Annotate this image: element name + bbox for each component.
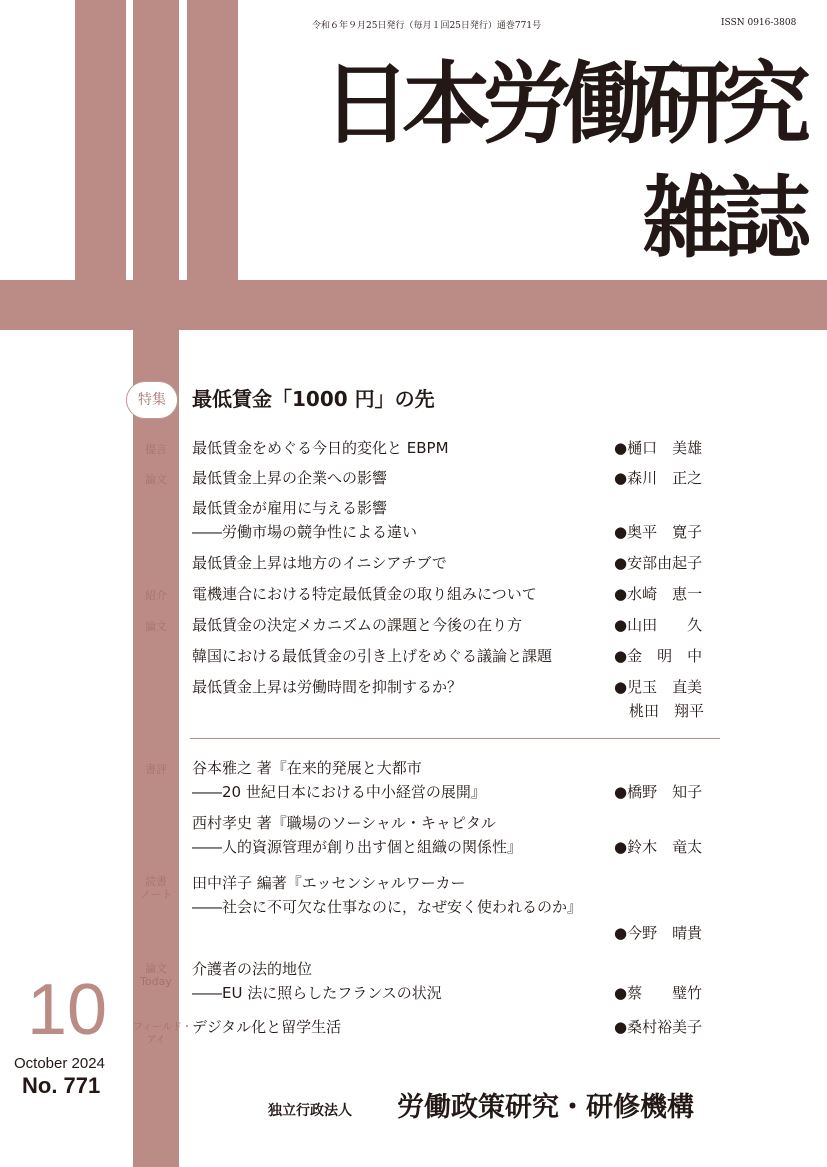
article-author: ●樋口 美雄 [614, 439, 703, 457]
feature-badge: 特集 [126, 381, 178, 419]
article-author: 桃田 翔平 [614, 702, 705, 720]
issue-month: October 2024 [14, 1055, 105, 1072]
article-author: ●鈴木 竜太 [614, 838, 703, 856]
article-author: ●水崎 恵一 [614, 585, 703, 603]
category-label: 論文 [145, 620, 167, 633]
article-author: ●山田 久 [614, 616, 703, 634]
article-title: 最低賃金上昇は労働時間を抑制するか？ [192, 678, 463, 696]
category-label: 紹介 [145, 589, 167, 602]
article-title: 最低賃金上昇の企業への影響 [192, 469, 388, 487]
journal-title-line-1: 日本労働研究 [322, 52, 802, 156]
category-label: 論文 Today [140, 962, 172, 988]
article-author: ●橋野 知子 [614, 783, 703, 801]
article-title: 谷本雅之 著『在来的発展と大都市 [192, 759, 422, 777]
category-label: 書評 [145, 763, 167, 776]
article-author: ●金 明 中 [614, 647, 703, 665]
issue-number: 10 [26, 970, 108, 1050]
journal-title-line-2: 雑誌 [642, 166, 802, 270]
article-title: 最低賃金が雇用に与える影響 [192, 499, 388, 517]
category-label: 論文 [145, 473, 167, 486]
article-title: 西村孝史 著『職場のソーシャル・キャピタル [192, 814, 496, 832]
article-title: 介護者の法的地位 [192, 960, 313, 978]
article-subtitle: ――労働市場の競争性による違い [192, 523, 418, 541]
article-title: デジタル化と留学生活 [192, 1018, 342, 1036]
category-label: 読書 ノート [139, 875, 173, 901]
feature-title: 最低賃金「1000 円」の先 [192, 387, 435, 411]
publication-info: 令和６年９月25日発行（毎月１回25日発行）通巻771号 [312, 21, 542, 31]
center-vertical-bar [133, 0, 192, 1167]
article-author: ●奥平 寛子 [614, 523, 703, 541]
article-subtitle: ――20 世紀日本における中小経営の展開』 [192, 783, 486, 801]
article-title: 最低賃金の決定メカニズムの課題と今後の在り方 [192, 616, 523, 634]
publisher-name: 労働政策研究・研修機構 [397, 1092, 694, 1123]
article-author: ●森川 正之 [614, 469, 703, 487]
article-title: 最低賃金をめぐる今日的変化と EBPM [192, 439, 449, 457]
article-subtitle: ――人的資源管理が創り出す個と組織の関係性』 [192, 838, 523, 856]
article-subtitle: ――EU 法に照らしたフランスの状況 [192, 984, 442, 1002]
article-author: ●蔡 璧竹 [614, 984, 703, 1002]
article-title: 田中洋子 編著『エッセンシャルワーカー [192, 874, 466, 892]
article-subtitle: ――社会に不可欠な仕事なのに，なぜ安く使われるのか』 [192, 898, 583, 916]
issn: ISSN 0916-3808 [721, 18, 797, 28]
left-vertical-bar [75, 0, 126, 330]
article-title: 電機連合における特定最低賃金の取り組みについて [192, 585, 537, 603]
article-author: ●桑村裕美子 [614, 1018, 703, 1036]
article-author: ●安部由起子 [614, 554, 703, 572]
right-vertical-bar [187, 0, 238, 330]
article-title: 最低賃金上昇は地方のイニシアチブで [192, 554, 447, 572]
article-author: ●児玉 直美 [614, 678, 703, 696]
article-title: 韓国における最低賃金の引き上げをめぐる議論と課題 [192, 647, 553, 665]
section-divider [190, 738, 720, 739]
publisher-prefix: 独立行政法人 [268, 1103, 352, 1119]
article-author: ●今野 晴貴 [614, 924, 703, 942]
category-label: フィールド・ アイ [133, 1022, 192, 1046]
issue-serial: No. 771 [22, 1073, 101, 1098]
category-label: 提言 [145, 443, 167, 456]
